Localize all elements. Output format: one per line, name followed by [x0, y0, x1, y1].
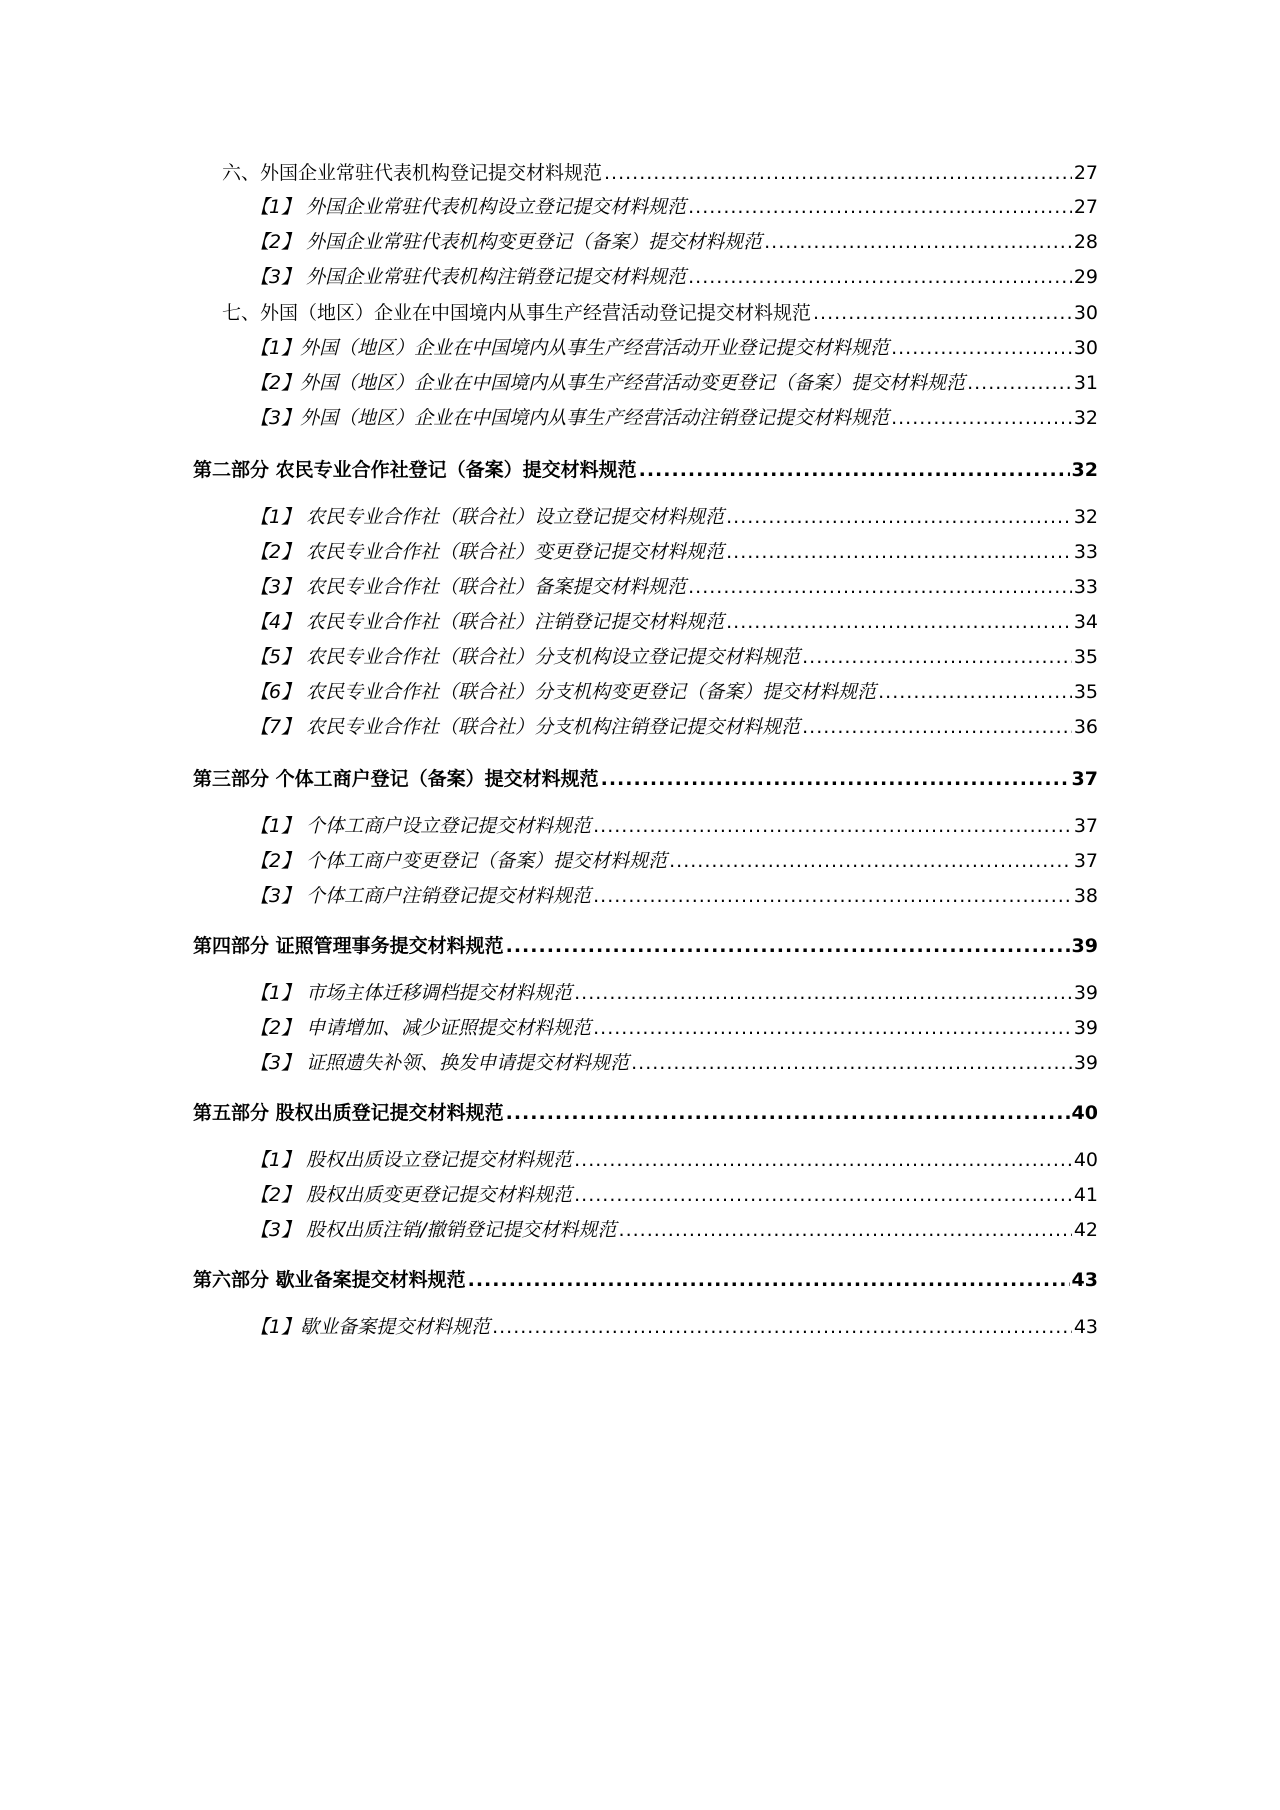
toc-entry-part-4[interactable] [193, 931, 1098, 961]
toc-page-number: 43 [1073, 1316, 1098, 1338]
toc-entry-label: 六、外国企业常驻代表机构登记提交材料规范 [222, 162, 603, 184]
toc-entry-label: 第五部分 股权出质登记提交材料规范 [193, 1102, 504, 1124]
toc-page-number: 33 [1073, 541, 1098, 563]
toc-leader [726, 537, 1072, 567]
toc-entry-5-1[interactable] [250, 1145, 1098, 1175]
toc-entry-3-2[interactable] [250, 846, 1098, 876]
toc-entry-label: 【3】 个体工商户注销登记提交材料规范 [250, 885, 592, 907]
toc-entry-label: 【4】 农民专业合作社（联合社）注销登记提交材料规范 [250, 611, 725, 633]
toc-entry-label: 【2】 个体工商户变更登记（备案）提交材料规范 [250, 850, 668, 872]
toc-leader [726, 607, 1072, 637]
toc-leader [669, 846, 1072, 876]
toc-entry-2-2[interactable] [250, 537, 1098, 567]
toc-entry-label: 【1】 农民专业合作社（联合社）设立登记提交材料规范 [250, 506, 725, 528]
toc-leader [593, 811, 1072, 841]
toc-entry-label: 【7】 农民专业合作社（联合社）分支机构注销登记提交材料规范 [250, 716, 801, 738]
toc-entry-label: 【1】外国（地区）企业在中国境内从事生产经营活动开业登记提交材料规范 [250, 337, 890, 359]
toc-entry-4-3[interactable] [250, 1048, 1098, 1078]
toc-entry-6-1[interactable] [250, 192, 1098, 222]
toc-entry-3-3[interactable] [250, 881, 1098, 911]
toc-leader [878, 677, 1072, 707]
toc-entry-section-6[interactable] [222, 158, 1098, 188]
toc-leader [574, 1145, 1072, 1175]
toc-entry-label: 七、外国（地区）企业在中国境内从事生产经营活动登记提交材料规范 [222, 302, 812, 324]
toc-leader [468, 1265, 1070, 1295]
toc-page-number: 28 [1073, 231, 1098, 253]
toc-leader [688, 262, 1072, 292]
toc-entry-label: 【1】 外国企业常驻代表机构设立登记提交材料规范 [250, 196, 687, 218]
toc-entry-6-2[interactable] [250, 227, 1098, 257]
toc-leader [967, 368, 1072, 398]
toc-page-number: 35 [1073, 646, 1098, 668]
toc-page-number: 33 [1073, 576, 1098, 598]
toc-entry-label: 【3】 农民专业合作社（联合社）备案提交材料规范 [250, 576, 687, 598]
toc-entry-6p-1[interactable] [250, 1312, 1098, 1342]
toc-leader [891, 403, 1072, 433]
toc-leader [593, 1013, 1072, 1043]
toc-entry-4-2[interactable] [250, 1013, 1098, 1043]
toc-leader [802, 642, 1072, 672]
toc-entry-label: 【6】 农民专业合作社（联合社）分支机构变更登记（备案）提交材料规范 [250, 681, 877, 703]
toc-entry-3-1[interactable] [250, 811, 1098, 841]
toc-entry-label: 第四部分 证照管理事务提交材料规范 [193, 935, 504, 957]
toc-entry-label: 【1】歇业备案提交材料规范 [250, 1316, 491, 1338]
toc-entry-2-5[interactable] [250, 642, 1098, 672]
toc-page-number: 35 [1073, 681, 1098, 703]
toc-entry-5-3[interactable] [250, 1215, 1098, 1245]
toc-entry-7-1[interactable] [250, 333, 1098, 363]
toc-entry-label: 【3】外国（地区）企业在中国境内从事生产经营活动注销登记提交材料规范 [250, 407, 890, 429]
toc-entry-label: 【3】 股权出质注销/撤销登记提交材料规范 [250, 1219, 617, 1241]
toc-page-number: 38 [1073, 885, 1098, 907]
toc-entry-part-6[interactable] [193, 1265, 1098, 1295]
toc-entry-label: 【2】 股权出质变更登记提交材料规范 [250, 1184, 573, 1206]
toc-page-number: 30 [1073, 337, 1098, 359]
toc-page-number: 37 [1071, 768, 1098, 790]
toc-leader [506, 931, 1070, 961]
toc-entry-label: 【1】 股权出质设立登记提交材料规范 [250, 1149, 573, 1171]
toc-entry-label: 【2】外国（地区）企业在中国境内从事生产经营活动变更登记（备案）提交材料规范 [250, 372, 966, 394]
toc-page-number: 30 [1073, 302, 1098, 324]
toc-page-number: 37 [1073, 815, 1098, 837]
toc-leader [639, 455, 1070, 485]
toc-leader [601, 764, 1070, 794]
toc-leader [688, 192, 1072, 222]
toc-page-number: 32 [1073, 407, 1098, 429]
toc-page-number: 43 [1071, 1269, 1098, 1291]
toc-entry-part-5[interactable] [193, 1098, 1098, 1128]
toc-page-number: 37 [1073, 850, 1098, 872]
toc-leader [764, 227, 1072, 257]
toc-entry-label: 【5】 农民专业合作社（联合社）分支机构设立登记提交材料规范 [250, 646, 801, 668]
toc-entry-label: 第六部分 歇业备案提交材料规范 [193, 1269, 466, 1291]
toc-page-number: 36 [1073, 716, 1098, 738]
toc-page-number: 29 [1073, 266, 1098, 288]
toc-page-number: 32 [1073, 506, 1098, 528]
toc-entry-label: 【2】 外国企业常驻代表机构变更登记（备案）提交材料规范 [250, 231, 763, 253]
toc-page-number: 39 [1073, 1017, 1098, 1039]
toc-entry-label: 【1】 市场主体迁移调档提交材料规范 [250, 982, 573, 1004]
toc-entry-part-2[interactable] [193, 455, 1098, 485]
toc-entry-label: 第三部分 个体工商户登记（备案）提交材料规范 [193, 768, 599, 790]
toc-leader [726, 502, 1072, 532]
toc-leader [631, 1048, 1072, 1078]
toc-page-number: 40 [1073, 1149, 1098, 1171]
toc-page-number: 39 [1073, 982, 1098, 1004]
toc-entry-6-3[interactable] [250, 262, 1098, 292]
toc-leader [593, 881, 1072, 911]
toc-leader [574, 1180, 1072, 1210]
toc-page-number: 40 [1071, 1102, 1098, 1124]
toc-page-number: 27 [1073, 196, 1098, 218]
toc-leader [492, 1312, 1072, 1342]
toc-entry-5-2[interactable] [250, 1180, 1098, 1210]
toc-entry-label: 【3】 外国企业常驻代表机构注销登记提交材料规范 [250, 266, 687, 288]
toc-leader [604, 158, 1072, 188]
toc-page-number: 39 [1073, 1052, 1098, 1074]
toc-entry-2-3[interactable] [250, 572, 1098, 602]
toc-leader [574, 978, 1072, 1008]
toc-page-number: 34 [1073, 611, 1098, 633]
toc-leader [506, 1098, 1070, 1128]
toc-entry-label: 【2】 农民专业合作社（联合社）变更登记提交材料规范 [250, 541, 725, 563]
toc-leader [619, 1215, 1072, 1245]
toc-entry-label: 【2】 申请增加、减少证照提交材料规范 [250, 1017, 592, 1039]
toc-page-number: 32 [1071, 459, 1098, 481]
toc-entry-2-1[interactable] [250, 502, 1098, 532]
toc-entry-4-1[interactable] [250, 978, 1098, 1008]
toc-leader [891, 333, 1072, 363]
toc-page-number: 42 [1073, 1219, 1098, 1241]
toc-page-number: 41 [1073, 1184, 1098, 1206]
toc-entry-part-3[interactable] [193, 764, 1098, 794]
toc-entry-7-3[interactable] [250, 403, 1098, 433]
toc-entry-label: 【1】 个体工商户设立登记提交材料规范 [250, 815, 592, 837]
toc-entry-section-7[interactable] [222, 298, 1098, 328]
toc-page-number: 27 [1073, 162, 1098, 184]
toc-entry-label: 第二部分 农民专业合作社登记（备案）提交材料规范 [193, 459, 637, 481]
toc-entry-2-4[interactable] [250, 607, 1098, 637]
toc-entry-7-2[interactable] [250, 368, 1098, 398]
toc-leader [802, 712, 1072, 742]
toc-page-number: 39 [1071, 935, 1098, 957]
toc-page-number: 31 [1073, 372, 1098, 394]
toc-entry-label: 【3】 证照遗失补领、换发申请提交材料规范 [250, 1052, 630, 1074]
toc-entry-2-7[interactable] [250, 712, 1098, 742]
toc-entry-2-6[interactable] [250, 677, 1098, 707]
toc-leader [688, 572, 1072, 602]
toc-leader [813, 298, 1072, 328]
